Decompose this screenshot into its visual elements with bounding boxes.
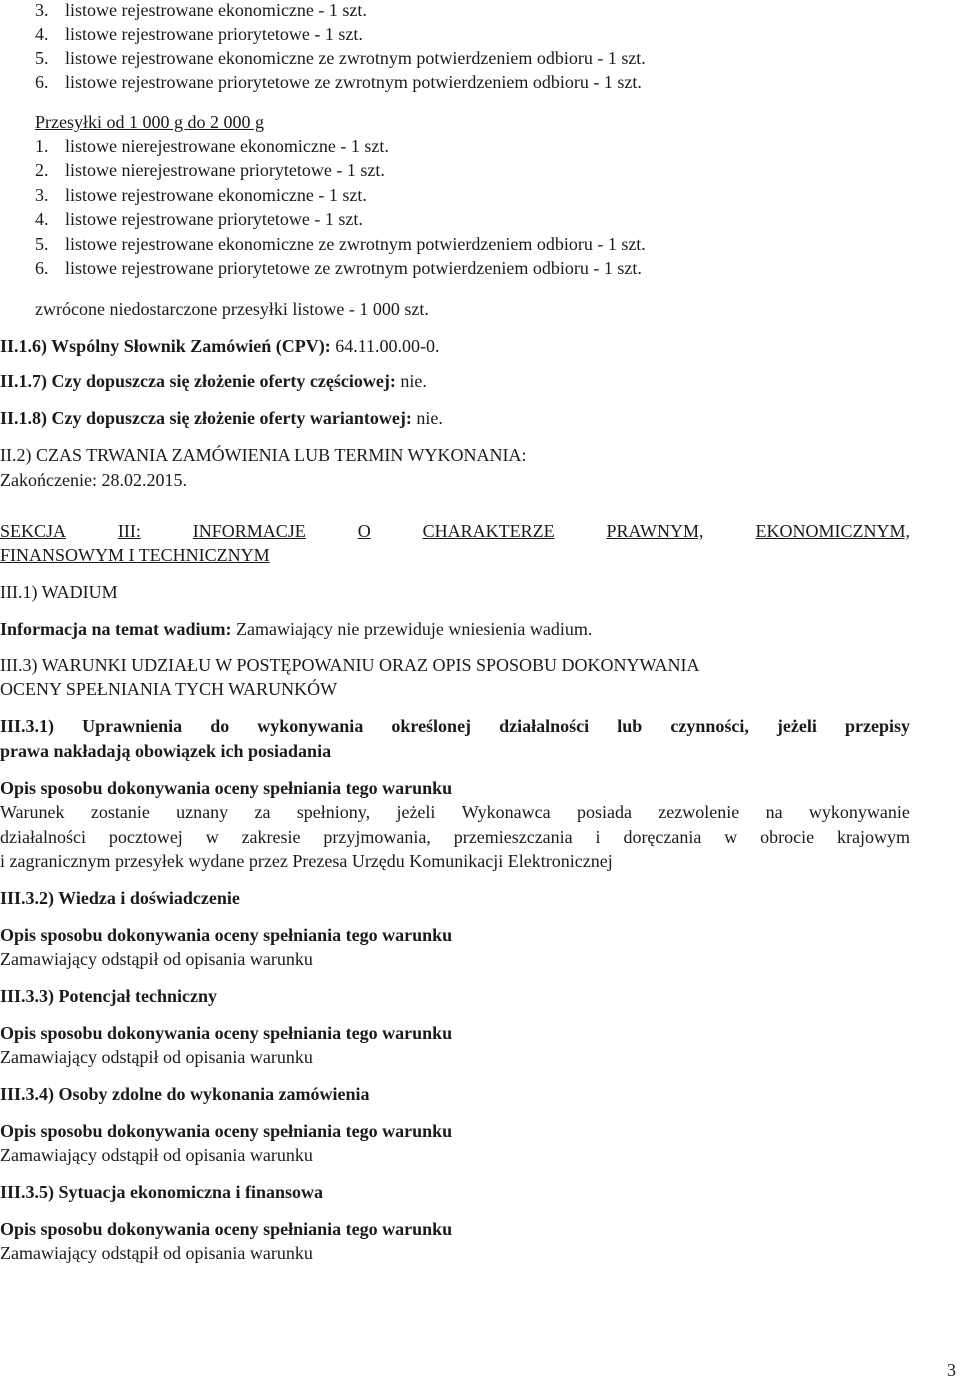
list-item: 5. listowe rejestrowane ekonomiczne ze zwrotnym potwierdzeniem odbioru - 1 szt. [35, 48, 646, 68]
wadium-info: Informacja na temat wadium: Zamawiający nie przewiduje wniesienia wadium. [0, 619, 593, 639]
cpv-line: II.1.6) Wspólny Słownik Zamówień (CPV): 64.11.00.00-0. [0, 336, 440, 356]
condition-4-heading: III.3.4) Osoby zdolne do wykonania zamówienia [0, 1084, 370, 1104]
returned-items: zwrócone niedostarczone przesyłki listowe - 1 000 szt. [35, 299, 429, 319]
condition-5-heading: III.3.5) Sytuacja ekonomiczna i finansowa [0, 1182, 324, 1202]
condition-5-desc-label: Opis sposobu dokonywania oceny spełniania tego warunku [0, 1219, 453, 1239]
conditions-heading-cont: OCENY SPEŁNIANIA TYCH WARUNKÓW [0, 679, 338, 699]
duration-heading: II.2) CZAS TRWANIA ZAMÓWIENIA LUB TERMIN WYKONANIA: [0, 445, 527, 465]
condition-3-desc-label: Opis sposobu dokonywania oceny spełniania tego warunku [0, 1023, 453, 1043]
page-number: 3 [947, 1360, 956, 1380]
conditions-heading: III.3) WARUNKI UDZIAŁU W POSTĘPOWANIU ORAZ OPIS SPOSOBU DOKONYWANIA [0, 655, 700, 675]
list-item: 4. listowe rejestrowane priorytetowe - 1 szt. [35, 24, 363, 44]
condition-1-heading: III.3.1) Uprawnienia do wykonywania określonej działalności lub czynności, jeżeli przepisy [0, 716, 910, 736]
variant-offer-line: II.1.8) Czy dopuszcza się złożenie oferty wariantowej: nie. [0, 408, 443, 428]
list-item: 5. listowe rejestrowane ekonomiczne ze zwrotnym potwierdzeniem odbioru - 1 szt. [35, 234, 646, 254]
condition-1-body-cont: działalności pocztowej w zakresie przyjmowania, przemieszczania i doręczania w obrocie krajowym [0, 827, 910, 847]
condition-2-heading: III.3.2) Wiedza i doświadczenie [0, 888, 240, 908]
weight-heading: Przesyłki od 1 000 g do 2 000 g [35, 112, 264, 132]
list-item: 3. listowe rejestrowane ekonomiczne - 1 szt. [35, 185, 367, 205]
section-three-heading: SEKCJA III: INFORMACJE O CHARAKTERZE PRAWNYM, EKONOMICZNYM, [0, 521, 910, 541]
condition-5-value: Zamawiający odstąpił od opisania warunku [0, 1243, 313, 1263]
list-item: 6. listowe rejestrowane priorytetowe ze zwrotnym potwierdzeniem odbioru - 1 szt. [35, 258, 642, 278]
condition-4-value: Zamawiający odstąpił od opisania warunku [0, 1145, 313, 1165]
condition-1-body-end: i zagranicznym przesyłek wydane przez Prezesa Urzędu Komunikacji Elektronicznej [0, 851, 613, 871]
list-item: 2. listowe nierejestrowane priorytetowe - 1 szt. [35, 160, 385, 180]
list-item: 3. listowe rejestrowane ekonomiczne - 1 szt. [35, 0, 367, 20]
list-item: 1. listowe nierejestrowane ekonomiczne - 1 szt. [35, 136, 389, 156]
condition-2-value: Zamawiający odstąpił od opisania warunku [0, 949, 313, 969]
list-item: 6. listowe rejestrowane priorytetowe ze zwrotnym potwierdzeniem odbioru - 1 szt. [35, 72, 642, 92]
condition-3-value: Zamawiający odstąpił od opisania warunku [0, 1047, 313, 1067]
section-three-heading-cont: FINANSOWYM I TECHNICZNYM [0, 545, 270, 565]
condition-1-heading-cont: prawa nakładają obowiązek ich posiadania [0, 741, 332, 761]
list-item: 4. listowe rejestrowane priorytetowe - 1 szt. [35, 209, 363, 229]
condition-2-desc-label: Opis sposobu dokonywania oceny spełniania tego warunku [0, 925, 453, 945]
wadium-heading: III.1) WADIUM [0, 582, 118, 602]
condition-4-desc-label: Opis sposobu dokonywania oceny spełniania tego warunku [0, 1121, 453, 1141]
partial-offer-line: II.1.7) Czy dopuszcza się złożenie oferty częściowej: nie. [0, 371, 427, 391]
condition-3-heading: III.3.3) Potencjał techniczny [0, 986, 217, 1006]
duration-value: Zakończenie: 28.02.2015. [0, 470, 187, 490]
condition-1-body: Warunek zostanie uznany za spełniony, jeżeli Wykonawca posiada zezwolenie na wykonywanie [0, 802, 910, 822]
condition-1-desc-label: Opis sposobu dokonywania oceny spełniania tego warunku [0, 778, 453, 798]
